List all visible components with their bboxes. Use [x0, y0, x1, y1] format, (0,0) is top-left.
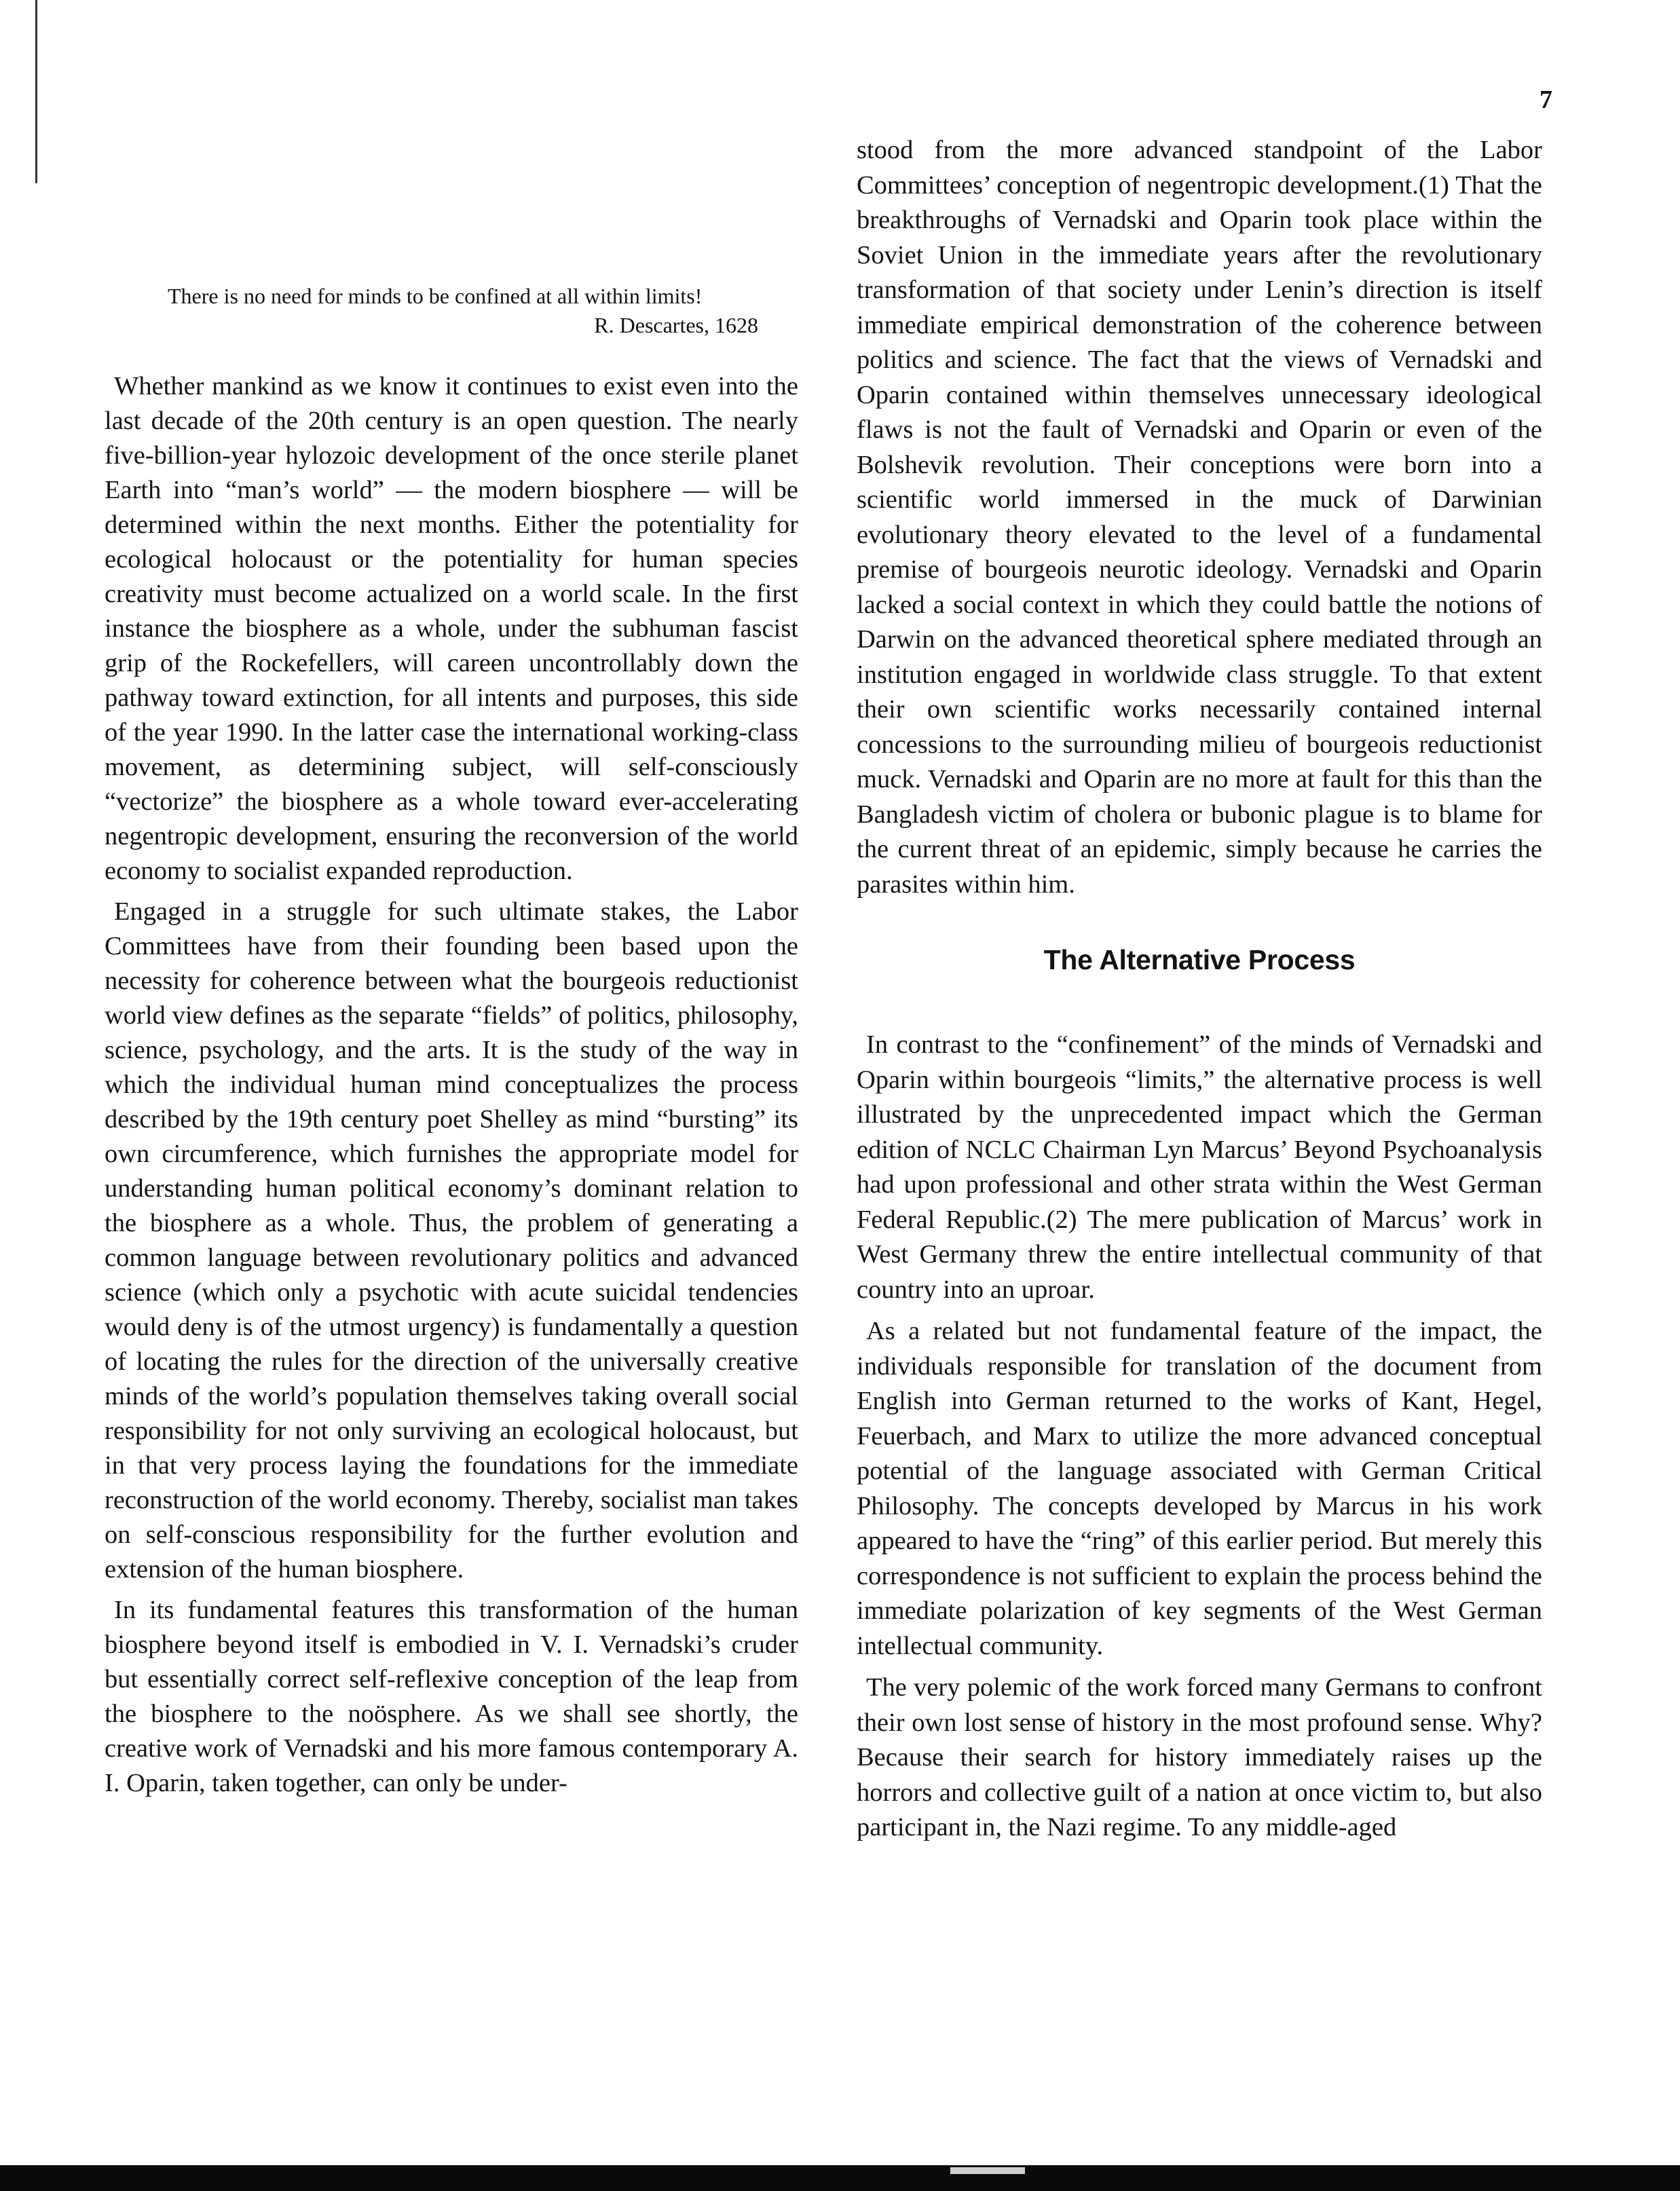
paragraph: In contrast to the “confinement” of the minds of Vernadski and Oparin within bourgeois “limits,” the alternative process is well illustrated by the unprecedented impact which the German edition of NCLC Chairman Lyn Marcus’ Beyond Psychoanalysis had upon professional and other strata within the West German Federal Republic.(2) The mere publication of Marcus’ work in West Germany threw the entire intellectual community of that country into an uproar.	[857, 1030, 1542, 1304]
paragraph: stood from the more advanced standpoint of the Labor Committees’ conception of negentropic development.(1) That the breakthroughs of Vernadski and Oparin took place within the Soviet Union in the immediate years after the revolutionary transformation of that society under Lenin’s direction is itself immediate empirical demonstration of the coherence between politics and science. The fact that the views of Vernadski and Oparin contained within themselves unnecessary ideological flaws is not the fault of Vernadski and Oparin or even of the Bolshevik revolution. Their conceptions were born into a scientific world immersed in the muck of Darwinian evolutionary theory elevated to the level of a fundamental premise of bourgeois neurotic ideology. Vernadski and Oparin lacked a social context in which they could battle the notions of Darwin on the advanced theoretical sphere mediated through an institution engaged in worldwide class struggle. To that extent their own scientific works necessarily contained internal concessions to the surrounding milieu of bourgeois reductionist muck. Vernadski and Oparin are no more at fault for this than the Bangladesh victim of cholera or bubonic plague is to blame for the current threat of an epidemic, simply because he carries the parasites within him.	[857, 136, 1542, 899]
page-number: 7	[1539, 86, 1552, 114]
paragraph: The very polemic of the work forced many Germans to confront their own lost sense of history in the most profound sense. Why? Because their search for history immediately raises up the horrors and collective guilt of a nation at once victim to, but also participant in, the Nazi regime. To any middle-aged	[857, 1673, 1542, 1841]
margin-rule	[35, 0, 37, 183]
paragraph: In its fundamental features this transformation of the human biosphere beyond itself is embodied in V. I. Vernadski’s cruder but essentially correct self-reflexive conception of the leap from the biosphere to the noösphere. As we shall see shortly, the creative work of Vernadski and his more famous contemporary A. I. Oparin, taken together, can only be under-	[105, 1596, 798, 1797]
paragraph: As a related but not fundamental feature of the impact, the individuals responsible for translation of the document from English into German returned to the works of Kant, Hegel, Feuerbach, and Marx to utilize the more advanced conceptual potential of the language associated with German Critical Philosophy. The concepts developed by Marcus in his work appeared to have the “ring” of this earlier period. But merely this correspondence is not sufficient to explain the process behind the immediate polarization of key segments of the West German intellectual community.	[857, 1317, 1542, 1660]
paragraph: Whether mankind as we know it continues to exist even into the last decade of the 20th century is an open question. The nearly five-billion-year hylozoic development of the once sterile planet Earth into “man’s world” — the modern biosphere — will be determined within the next months. Either the potentiality for ecological holocaust or the potentiality for human species creativity must become actualized on a world scale. In the first instance the biosphere as a whole, under the subhuman fascist grip of the Rockefellers, will careen uncontrollably down the pathway toward extinction, for all intents and purposes, this side of the year 1990. In the latter case the international working-class movement, as determining subject, will self-consciously “vectorize” the biosphere as a whole toward ever-accelerating negentropic development, ensuring the reconversion of the world economy to socialist expanded reproduction.	[105, 372, 798, 885]
epigraph-attribution: R. Descartes, 1628	[594, 313, 758, 337]
left-column	[105, 369, 798, 1801]
epigraph	[168, 285, 758, 337]
paragraph: Engaged in a struggle for such ultimate stakes, the Labor Committees have from their founding been based upon the necessity for coherence between what the bourgeois reductionist world view defines as the separate “fields” of politics, philosophy, science, psychology, and the arts. It is the study of the way in which the individual human mind conceptualizes the process described by the 19th century poet Shelley as mind “bursting” its own circumference, which furnishes the appropriate model for understanding human political economy’s dominant relation to the biosphere as a whole. Thus, the problem of generating a common language between revolutionary politics and advanced science (which only a psychotic with acute suicidal tendencies would deny is of the utmost urgency) is fundamentally a question of locating the rules for the direction of the universally creative minds of the world’s population themselves taking overall social responsibility for not only surviving an ecological holocaust, but in that very process laying the foundations for the immediate reconstruction of the world economy. Thereby, socialist man takes on self-conscious responsibility for the further evolution and extension of the human biosphere.	[105, 897, 798, 1584]
epigraph-quote: There is no need for minds to be confined at all within limits!	[168, 284, 703, 308]
scan-edge-bar	[0, 2165, 1680, 2191]
scan-edge-notch	[950, 2167, 1025, 2174]
right-column	[857, 133, 1542, 1846]
section-heading: The Alternative Process	[1043, 944, 1356, 975]
